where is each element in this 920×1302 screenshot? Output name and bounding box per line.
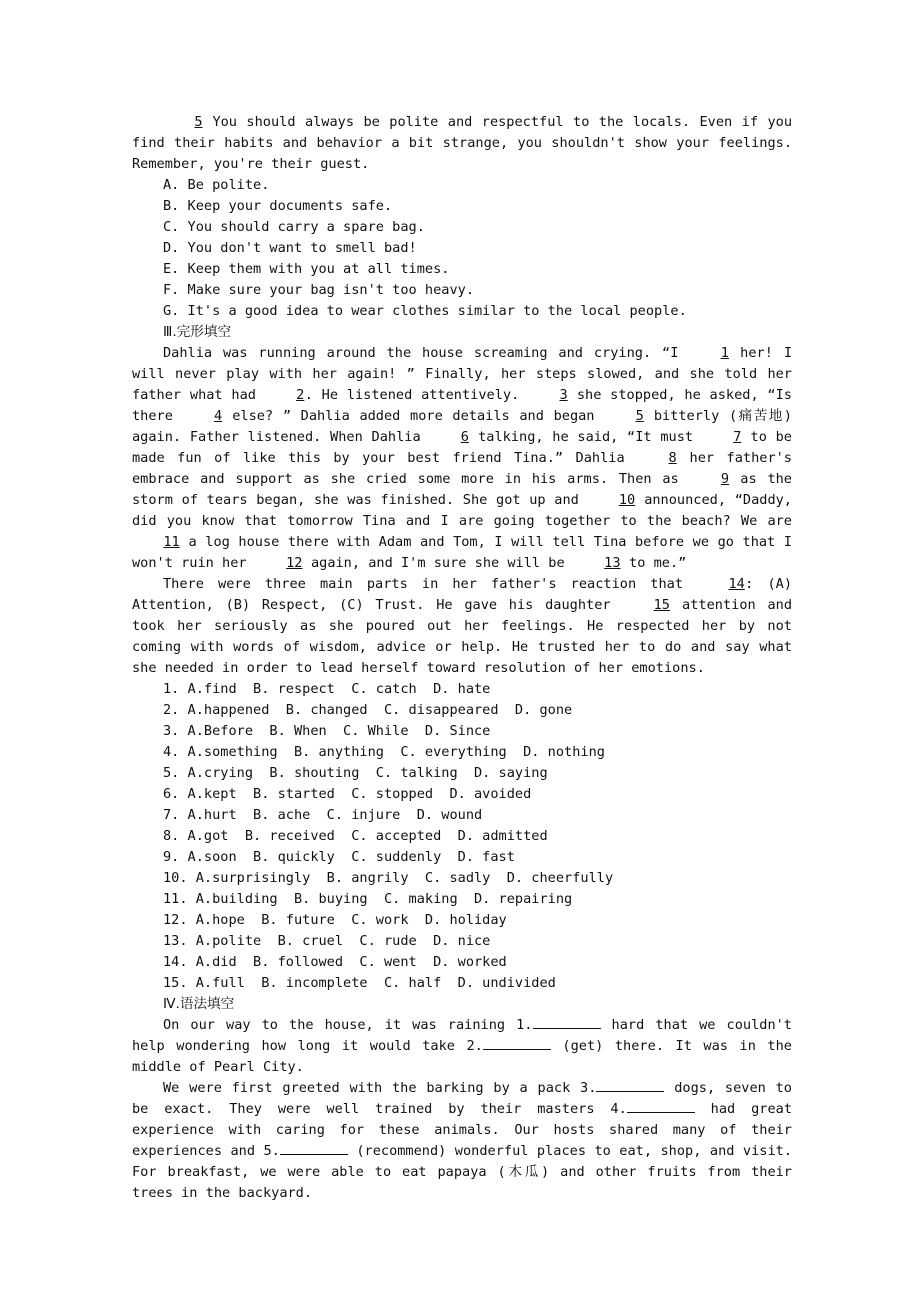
blank-2: 2 [296, 387, 305, 403]
blank-6: 6 [460, 429, 469, 445]
option-b: B. Keep your documents safe. [163, 198, 393, 214]
blank-11: 11 [163, 534, 180, 550]
option-f: F. Make sure your bag isn't too heavy. [163, 282, 474, 298]
blank-3: 3 [559, 387, 568, 403]
blank-1: 1 [720, 345, 729, 361]
document-page [132, 112, 792, 1204]
fill-line [280, 1142, 348, 1155]
blank-number: 4. [610, 1101, 627, 1117]
question-item: 1. A.find B. respect C. catch D. hate [163, 681, 491, 697]
question-item: 12. A.hope B. future C. work D. holiday [163, 912, 507, 928]
section3-heading: Ⅲ.完形填空 [163, 324, 232, 340]
blank-number: 3. [580, 1080, 597, 1096]
section4-heading: Ⅳ.语法填空 [163, 996, 235, 1012]
question-item: 8. A.got B. received C. accepted D. admitted [163, 828, 548, 844]
blank-5: 5 [635, 408, 644, 424]
question-item: 5. A.crying B. shouting C. talking D. saying [163, 765, 548, 781]
blank-12: 12 [286, 555, 303, 571]
blank-4: 4 [214, 408, 223, 424]
blank-10: 10 [618, 492, 636, 508]
fill-line [627, 1100, 695, 1113]
question-item: 7. A.hurt B. ache C. injure D. wound [163, 807, 483, 823]
section2-options [132, 175, 792, 322]
fill-line [483, 1037, 551, 1050]
question-item: 9. A.soon B. quickly C. suddenly D. fast [163, 849, 515, 865]
grammar-paragraph-1: On our way to the house, it was raining 1. hard that we couldn't help wondering how long it would take 2. (get) there. It was in the middle of Pearl City. [132, 1017, 792, 1075]
option-a: A. Be polite. [163, 177, 270, 193]
question-item: 10. A.surprisingly B. angrily C. sadly D. cheerfully [163, 870, 614, 886]
option-e: E. Keep them with you at all times. [163, 261, 450, 277]
blank-8: 8 [668, 450, 677, 466]
question-item: 13. A.polite B. cruel C. rude D. nice [163, 933, 491, 949]
question-item: 4. A.something B. anything C. everything D. nothing [163, 744, 605, 760]
cloze-paragraph-2: There were three main parts in her father's reaction that 14: (A) Attention, (B) Respect, (C) Trust. He gave his daughter 15 attention and took her seriously as she poured out her feelings. He respected her by not coming with words of wisdom, advice or help. He trusted her to do and say what she needed in order to lead herself toward resolution of her emotions. [132, 576, 793, 676]
question-item: 2. A.happened B. changed C. disappeared D. gone [163, 702, 573, 718]
question-item: 3. A.Before B. When C. While D. Since [163, 723, 491, 739]
cloze-question-list [132, 679, 792, 994]
blank-15: 15 [653, 597, 670, 613]
option-d: D. You don't want to smell bad! [163, 240, 417, 256]
option-g: G. It's a good idea to wear clothes similar to the local people. [163, 303, 687, 319]
paragraph-text: You should always be polite and respectful to the locals. Even if you find their habits and behavior a bit strange, you shouldn't show your feelings. Remember, you're their guest. [132, 114, 792, 172]
blank-9: 9 [720, 471, 730, 487]
fill-line [533, 1016, 601, 1029]
blank-14: 14 [728, 576, 745, 592]
cloze-paragraph-1: Dahlia was running around the house screaming and crying. “I 1 her! I will never play with her again! ” Finally, her steps slowed, and she told her father what had 2. He listened attentively. 3 she stopped, he asked, “Is there 4 else? ” Dahlia added more details and began 5 bitterly (痛苦地) again. Father listened. When Dahlia 6 talking, he said, “It must 7 to be made fun of like this by your best friend Tina.” Dahlia 8 her father's embrace and support as she cried some more in his arms. Then as 9 as the storm of tears began, she was finished. She got up and 10 announced, “Daddy, did you know that tomorrow Tina and I are going together to the beach? We are 11 a log house there with Adam and Tom, I will tell Tina before we go that I won't ruin her 12 again, and I'm sure she will be 13 to me.” [132, 343, 792, 574]
blank-7: 7 [733, 429, 742, 445]
question-item: 6. A.kept B. started C. stopped D. avoided [163, 786, 532, 802]
grammar-paragraph-2: We were first greeted with the barking by a pack 3. dogs, seven to be exact. They were well trained by their masters 4. had great experience with caring for these animals. Our hosts shared many of their experiences and 5. (recommend) wonderful places to eat, shop, and visit. For breakfast, we were able to eat papaya (木瓜) and other fruits from their trees in the backyard. [132, 1080, 792, 1201]
blank-number: 5. [263, 1143, 280, 1159]
blank-5: 5 [194, 114, 203, 130]
blank-13: 13 [604, 555, 621, 571]
fill-line [596, 1079, 664, 1092]
question-item: 11. A.building B. buying C. making D. repairing [163, 891, 573, 907]
option-c: C. You should carry a spare bag. [163, 219, 425, 235]
blank-number: 2. [466, 1038, 483, 1054]
section2-paragraph-5 [132, 112, 792, 175]
question-item: 15. A.full B. incomplete C. half D. undivided [163, 975, 556, 991]
question-item: 14. A.did B. followed C. went D. worked [163, 954, 507, 970]
blank-number: 1. [516, 1017, 533, 1033]
